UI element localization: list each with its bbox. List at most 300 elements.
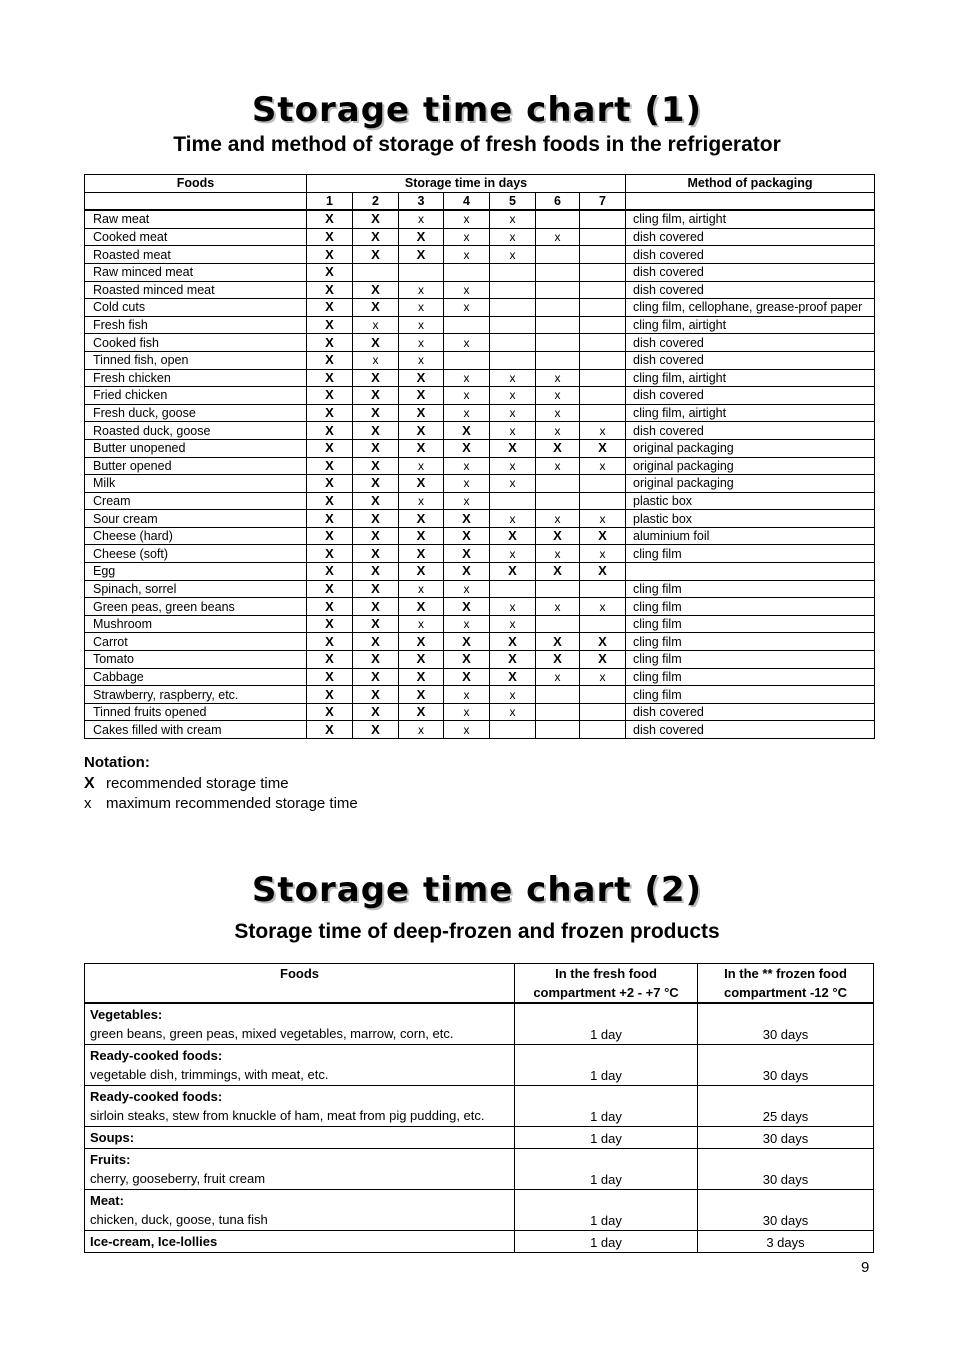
storage-mark-cell: X xyxy=(490,633,536,651)
storage-mark-cell xyxy=(580,334,626,352)
storage-mark-cell: x xyxy=(444,492,490,510)
packaging-method-cell: cling film xyxy=(626,545,875,563)
storage-mark-cell: X xyxy=(307,299,353,317)
storage-mark-cell: x xyxy=(444,475,490,493)
storage-mark-cell: X xyxy=(399,387,444,405)
fresh-storage-time-cell: 1 day xyxy=(515,1003,698,1045)
storage-mark-cell: X xyxy=(307,210,353,228)
storage-mark-cell xyxy=(490,299,536,317)
storage-mark-cell: x xyxy=(444,210,490,228)
table-row xyxy=(85,316,875,334)
storage-mark-cell: X xyxy=(307,475,353,493)
storage-mark-cell: X xyxy=(353,210,399,228)
storage-mark-cell xyxy=(536,316,580,334)
storage-mark-cell: x xyxy=(444,615,490,633)
storage-mark-cell: x xyxy=(536,668,580,686)
storage-mark-cell: x xyxy=(444,404,490,422)
storage-mark-cell: x xyxy=(490,457,536,475)
packaging-method-cell: dish covered xyxy=(626,721,875,739)
storage-mark-cell: x xyxy=(353,351,399,369)
storage-mark-cell xyxy=(536,351,580,369)
table-row xyxy=(85,580,875,598)
storage-mark-cell xyxy=(580,351,626,369)
food-name-cell: Cooked meat xyxy=(85,228,307,246)
storage-mark-cell: x xyxy=(444,457,490,475)
table2-header-row xyxy=(85,964,874,1004)
storage-mark-cell xyxy=(580,210,626,228)
storage-mark-cell: x xyxy=(490,598,536,616)
packaging-method-cell: cling film, airtight xyxy=(626,369,875,387)
packaging-method-cell: cling film xyxy=(626,598,875,616)
storage-mark-cell: X xyxy=(490,563,536,581)
table1-days-row xyxy=(85,192,875,210)
table-row xyxy=(85,387,875,405)
packaging-method-cell: plastic box xyxy=(626,492,875,510)
storage-mark-cell: X xyxy=(444,527,490,545)
packaging-method-cell: original packaging xyxy=(626,457,875,475)
storage-mark-cell xyxy=(490,281,536,299)
table-row xyxy=(85,668,875,686)
frozen-products-storage-table xyxy=(84,963,874,1253)
storage-mark-cell: X xyxy=(353,668,399,686)
table-row xyxy=(85,721,875,739)
food-name-cell: Cakes filled with cream xyxy=(85,721,307,739)
storage-mark-cell: X xyxy=(399,475,444,493)
food-name-cell: Fresh fish xyxy=(85,316,307,334)
day-header: 3 xyxy=(399,192,444,210)
table-row xyxy=(85,281,875,299)
page-number: 9 xyxy=(861,1259,870,1276)
storage-mark-cell: X xyxy=(399,598,444,616)
storage-mark-cell: x xyxy=(444,281,490,299)
storage-mark-cell xyxy=(490,263,536,281)
frozen-storage-time-cell: 30 days xyxy=(698,1045,874,1086)
table-row xyxy=(85,1231,874,1253)
storage-mark-cell: X xyxy=(353,457,399,475)
storage-mark-cell: X xyxy=(307,598,353,616)
food-name-cell: Tinned fruits opened xyxy=(85,703,307,721)
fresh-compartment-header-line2: compartment +2 - +7 °C xyxy=(533,985,679,1000)
storage-mark-cell: X xyxy=(307,457,353,475)
food-name-cell: Green peas, green beans xyxy=(85,598,307,616)
frozen-storage-time-cell: 30 days xyxy=(698,1149,874,1190)
food-category-label: Meat: xyxy=(90,1193,124,1208)
storage-mark-cell: X xyxy=(444,545,490,563)
storage-mark-cell xyxy=(536,263,580,281)
food-category-label: Fruits: xyxy=(90,1152,131,1167)
table-row xyxy=(85,351,875,369)
table-row xyxy=(85,457,875,475)
storage-mark-cell xyxy=(536,580,580,598)
food-name-cell: Raw minced meat xyxy=(85,263,307,281)
storage-mark-cell: x xyxy=(536,598,580,616)
storage-mark-cell: X xyxy=(399,422,444,440)
fresh-storage-time-cell: 1 day xyxy=(515,1045,698,1086)
storage-mark-cell: X xyxy=(307,263,353,281)
storage-mark-cell: X xyxy=(399,563,444,581)
storage-mark-cell: x xyxy=(399,210,444,228)
table-row xyxy=(85,334,875,352)
storage-mark-cell: X xyxy=(307,615,353,633)
storage-mark-cell xyxy=(536,246,580,264)
table-row xyxy=(85,545,875,563)
storage-mark-cell: X xyxy=(307,246,353,264)
notation-symbol: X xyxy=(84,775,95,792)
storage-mark-cell xyxy=(536,299,580,317)
storage-mark-cell: X xyxy=(307,703,353,721)
storage-mark-cell: x xyxy=(536,387,580,405)
chart2-title: Storage time chart (2) xyxy=(251,870,703,910)
food-name-cell: Cabbage xyxy=(85,668,307,686)
food-name-cell: Fried chicken xyxy=(85,387,307,405)
table-row xyxy=(85,510,875,528)
food-name-cell: Cheese (hard) xyxy=(85,527,307,545)
packaging-method-cell: dish covered xyxy=(626,387,875,405)
frozen-storage-time-cell: 30 days xyxy=(698,1127,874,1149)
food-name-cell: Cooked fish xyxy=(85,334,307,352)
storage-mark-cell: x xyxy=(490,210,536,228)
packaging-method-cell: aluminium foil xyxy=(626,527,875,545)
storage-mark-cell: x xyxy=(444,299,490,317)
storage-mark-cell: X xyxy=(444,633,490,651)
storage-mark-cell xyxy=(490,721,536,739)
table-row xyxy=(85,563,875,581)
table-row xyxy=(85,404,875,422)
food-category-label: Ready-cooked foods: xyxy=(90,1048,223,1063)
storage-mark-cell: x xyxy=(580,598,626,616)
food-category-label: Ready-cooked foods: xyxy=(90,1089,223,1104)
day-header: 2 xyxy=(353,192,399,210)
fresh-storage-time-cell: 1 day xyxy=(515,1086,698,1127)
food-items-text: green beans, green peas, mixed vegetables, marrow, corn, etc. xyxy=(90,1026,454,1041)
storage-mark-cell: X xyxy=(353,633,399,651)
storage-mark-cell xyxy=(580,475,626,493)
storage-mark-cell: X xyxy=(353,598,399,616)
storage-mark-cell xyxy=(490,580,536,598)
storage-mark-cell: x xyxy=(490,422,536,440)
storage-mark-cell xyxy=(580,721,626,739)
storage-mark-cell: x xyxy=(444,580,490,598)
day-header: 7 xyxy=(580,192,626,210)
storage-mark-cell: x xyxy=(490,686,536,704)
table-row xyxy=(85,1045,874,1086)
storage-mark-cell: X xyxy=(490,439,536,457)
day-header: 6 xyxy=(536,192,580,210)
notation-legend xyxy=(84,754,358,814)
storage-mark-cell: X xyxy=(307,580,353,598)
notation-item xyxy=(84,795,358,812)
storage-mark-cell: X xyxy=(307,316,353,334)
storage-mark-cell: X xyxy=(353,246,399,264)
storage-mark-cell: x xyxy=(580,457,626,475)
notation-text: recommended storage time xyxy=(106,775,289,792)
table-row xyxy=(85,263,875,281)
table-row xyxy=(85,299,875,317)
storage-mark-cell: X xyxy=(307,334,353,352)
food-name-cell: Roasted duck, goose xyxy=(85,422,307,440)
food-name-cell: Tinned fish, open xyxy=(85,351,307,369)
food-category-label: Ice-cream, Ice-lollies xyxy=(90,1234,218,1249)
storage-mark-cell: x xyxy=(536,404,580,422)
storage-mark-cell: X xyxy=(444,651,490,669)
frozen-storage-time-cell: 30 days xyxy=(698,1003,874,1045)
storage-mark-cell xyxy=(536,334,580,352)
food-category-cell xyxy=(85,1003,515,1045)
fresh-storage-time-cell: 1 day xyxy=(515,1190,698,1231)
packaging-method-cell: original packaging xyxy=(626,439,875,457)
storage-mark-cell: X xyxy=(490,651,536,669)
table-row xyxy=(85,651,875,669)
storage-mark-cell: X xyxy=(580,563,626,581)
storage-mark-cell: X xyxy=(307,527,353,545)
storage-mark-cell: X xyxy=(307,228,353,246)
frozen-storage-time-cell: 25 days xyxy=(698,1086,874,1127)
storage-mark-cell: x xyxy=(536,457,580,475)
storage-mark-cell: x xyxy=(490,510,536,528)
table-row xyxy=(85,1086,874,1127)
storage-mark-cell: X xyxy=(580,439,626,457)
food-category-cell xyxy=(85,1045,515,1086)
packaging-method-cell: cling film xyxy=(626,580,875,598)
storage-mark-cell: X xyxy=(353,703,399,721)
fresh-compartment-header xyxy=(515,964,698,1004)
storage-mark-cell: X xyxy=(353,439,399,457)
storage-mark-cell: x xyxy=(490,615,536,633)
packaging-method-cell: dish covered xyxy=(626,246,875,264)
storage-mark-cell: X xyxy=(307,545,353,563)
storage-mark-cell: X xyxy=(307,510,353,528)
storage-mark-cell: X xyxy=(353,545,399,563)
packaging-method-cell: cling film xyxy=(626,615,875,633)
frozen-foods-header: Foods xyxy=(85,964,515,1004)
foods-header-spacer xyxy=(85,192,307,210)
food-name-cell: Mushroom xyxy=(85,615,307,633)
storage-mark-cell xyxy=(353,263,399,281)
method-header-spacer xyxy=(626,192,875,210)
storage-mark-cell xyxy=(536,686,580,704)
storage-mark-cell: X xyxy=(353,527,399,545)
storage-mark-cell: X xyxy=(353,404,399,422)
table-row xyxy=(85,1003,874,1045)
storage-mark-cell: X xyxy=(353,686,399,704)
storage-mark-cell: x xyxy=(444,369,490,387)
table-row xyxy=(85,210,875,228)
storage-mark-cell: X xyxy=(307,351,353,369)
frozen-storage-time-cell: 30 days xyxy=(698,1190,874,1231)
notation-symbol: x xyxy=(84,795,92,812)
food-name-cell: Milk xyxy=(85,475,307,493)
packaging-method-cell: dish covered xyxy=(626,351,875,369)
packaging-method-cell: cling film, cellophane, grease-proof paper xyxy=(626,299,875,317)
food-category-label: Vegetables: xyxy=(90,1007,163,1022)
storage-mark-cell: X xyxy=(536,651,580,669)
storage-mark-cell: x xyxy=(399,299,444,317)
table-row xyxy=(85,686,875,704)
fresh-storage-time-cell: 1 day xyxy=(515,1231,698,1253)
storage-mark-cell: x xyxy=(353,316,399,334)
table-row xyxy=(85,598,875,616)
storage-mark-cell: x xyxy=(399,281,444,299)
food-name-cell: Fresh chicken xyxy=(85,369,307,387)
storage-mark-cell: X xyxy=(444,668,490,686)
table-row xyxy=(85,1127,874,1149)
storage-mark-cell: X xyxy=(444,598,490,616)
storage-mark-cell: X xyxy=(399,545,444,563)
day-header: 1 xyxy=(307,192,353,210)
packaging-method-cell: cling film xyxy=(626,668,875,686)
storage-mark-cell: X xyxy=(536,439,580,457)
food-items-text: cherry, gooseberry, fruit cream xyxy=(90,1171,266,1186)
storage-mark-cell: X xyxy=(353,422,399,440)
packaging-method-cell: original packaging xyxy=(626,475,875,493)
table-row xyxy=(85,615,875,633)
storage-mark-cell: X xyxy=(444,439,490,457)
storage-mark-cell: X xyxy=(307,721,353,739)
storage-mark-cell: X xyxy=(536,633,580,651)
storage-mark-cell: X xyxy=(353,492,399,510)
storage-mark-cell: X xyxy=(353,651,399,669)
packaging-method-cell: cling film xyxy=(626,686,875,704)
storage-mark-cell: X xyxy=(399,703,444,721)
storage-mark-cell: X xyxy=(399,246,444,264)
packaging-method-cell: dish covered xyxy=(626,281,875,299)
storage-mark-cell: X xyxy=(307,686,353,704)
food-name-cell: Butter opened xyxy=(85,457,307,475)
storage-mark-cell: X xyxy=(353,334,399,352)
fresh-storage-time-cell: 1 day xyxy=(515,1149,698,1190)
food-name-cell: Strawberry, raspberry, etc. xyxy=(85,686,307,704)
storage-mark-cell: X xyxy=(353,721,399,739)
storage-mark-cell: X xyxy=(399,228,444,246)
food-name-cell: Cold cuts xyxy=(85,299,307,317)
food-category-cell xyxy=(85,1190,515,1231)
storage-mark-cell xyxy=(490,316,536,334)
storage-mark-cell: x xyxy=(444,228,490,246)
storage-mark-cell: X xyxy=(307,387,353,405)
packaging-method-cell: dish covered xyxy=(626,334,875,352)
food-name-cell: Egg xyxy=(85,563,307,581)
fresh-compartment-header-line1: In the fresh food xyxy=(555,966,657,981)
packaging-method-cell: dish covered xyxy=(626,422,875,440)
storage-mark-cell: X xyxy=(353,281,399,299)
food-name-cell: Raw meat xyxy=(85,210,307,228)
storage-mark-cell xyxy=(490,492,536,510)
table-row xyxy=(85,527,875,545)
table-row xyxy=(85,475,875,493)
storage-mark-cell: X xyxy=(399,668,444,686)
storage-mark-cell xyxy=(580,246,626,264)
packaging-method-cell: cling film, airtight xyxy=(626,404,875,422)
food-category-label: Soups: xyxy=(90,1130,135,1145)
food-category-cell xyxy=(85,1086,515,1127)
storage-mark-cell: X xyxy=(353,387,399,405)
chart1-subtitle: Time and method of storage of fresh foods in the refrigerator xyxy=(173,133,781,156)
table-row xyxy=(85,492,875,510)
storage-mark-cell: X xyxy=(353,369,399,387)
table1-header-row xyxy=(85,175,875,193)
food-category-cell xyxy=(85,1127,515,1149)
packaging-method-cell xyxy=(626,563,875,581)
storage-mark-cell: x xyxy=(580,545,626,563)
storage-mark-cell: X xyxy=(399,369,444,387)
storage-mark-cell xyxy=(444,316,490,334)
table1-body xyxy=(85,210,875,738)
storage-mark-cell: X xyxy=(353,580,399,598)
storage-mark-cell xyxy=(580,580,626,598)
method-header: Method of packaging xyxy=(626,175,875,193)
storage-mark-cell xyxy=(490,334,536,352)
storage-mark-cell: x xyxy=(399,580,444,598)
table-row xyxy=(85,246,875,264)
storage-mark-cell: X xyxy=(399,439,444,457)
storage-mark-cell: X xyxy=(580,651,626,669)
storage-mark-cell: x xyxy=(490,475,536,493)
storage-mark-cell xyxy=(444,263,490,281)
fresh-foods-storage-table xyxy=(84,174,875,739)
storage-mark-cell xyxy=(536,721,580,739)
storage-mark-cell: x xyxy=(580,422,626,440)
storage-mark-cell: x xyxy=(399,334,444,352)
storage-mark-cell: x xyxy=(536,510,580,528)
storage-mark-cell: x xyxy=(490,545,536,563)
storage-mark-cell xyxy=(490,351,536,369)
storage-mark-cell: X xyxy=(307,439,353,457)
storage-mark-cell: x xyxy=(399,615,444,633)
frozen-storage-time-cell: 3 days xyxy=(698,1231,874,1253)
storage-mark-cell: X xyxy=(353,615,399,633)
storage-mark-cell: X xyxy=(307,668,353,686)
packaging-method-cell: cling film xyxy=(626,651,875,669)
storage-mark-cell: x xyxy=(490,387,536,405)
storage-mark-cell: x xyxy=(580,510,626,528)
storage-mark-cell: x xyxy=(490,369,536,387)
storage-mark-cell: X xyxy=(353,228,399,246)
storage-mark-cell: X xyxy=(399,404,444,422)
storage-mark-cell: x xyxy=(399,721,444,739)
notation-item xyxy=(84,775,358,793)
table-row xyxy=(85,228,875,246)
storage-mark-cell: x xyxy=(444,703,490,721)
storage-mark-cell xyxy=(536,703,580,721)
storage-mark-cell xyxy=(536,210,580,228)
storage-mark-cell: x xyxy=(490,228,536,246)
packaging-method-cell: plastic box xyxy=(626,510,875,528)
storage-mark-cell: X xyxy=(536,563,580,581)
storage-mark-cell: X xyxy=(399,527,444,545)
table-row xyxy=(85,703,875,721)
storage-mark-cell: x xyxy=(444,686,490,704)
food-name-cell: Fresh duck, goose xyxy=(85,404,307,422)
food-category-cell xyxy=(85,1149,515,1190)
fresh-storage-time-cell: 1 day xyxy=(515,1127,698,1149)
storage-mark-cell xyxy=(580,369,626,387)
food-name-cell: Tomato xyxy=(85,651,307,669)
storage-mark-cell: x xyxy=(580,668,626,686)
packaging-method-cell: cling film, airtight xyxy=(626,316,875,334)
storage-mark-cell: X xyxy=(307,422,353,440)
storage-mark-cell: X xyxy=(444,510,490,528)
notation-text: maximum recommended storage time xyxy=(106,795,358,812)
storage-mark-cell: X xyxy=(399,633,444,651)
day-header: 4 xyxy=(444,192,490,210)
storage-mark-cell: X xyxy=(307,651,353,669)
storage-mark-cell: X xyxy=(580,633,626,651)
storage-mark-cell: X xyxy=(353,563,399,581)
table-row xyxy=(85,369,875,387)
food-name-cell: Butter unopened xyxy=(85,439,307,457)
storage-mark-cell: x xyxy=(444,721,490,739)
storage-mark-cell: x xyxy=(399,492,444,510)
